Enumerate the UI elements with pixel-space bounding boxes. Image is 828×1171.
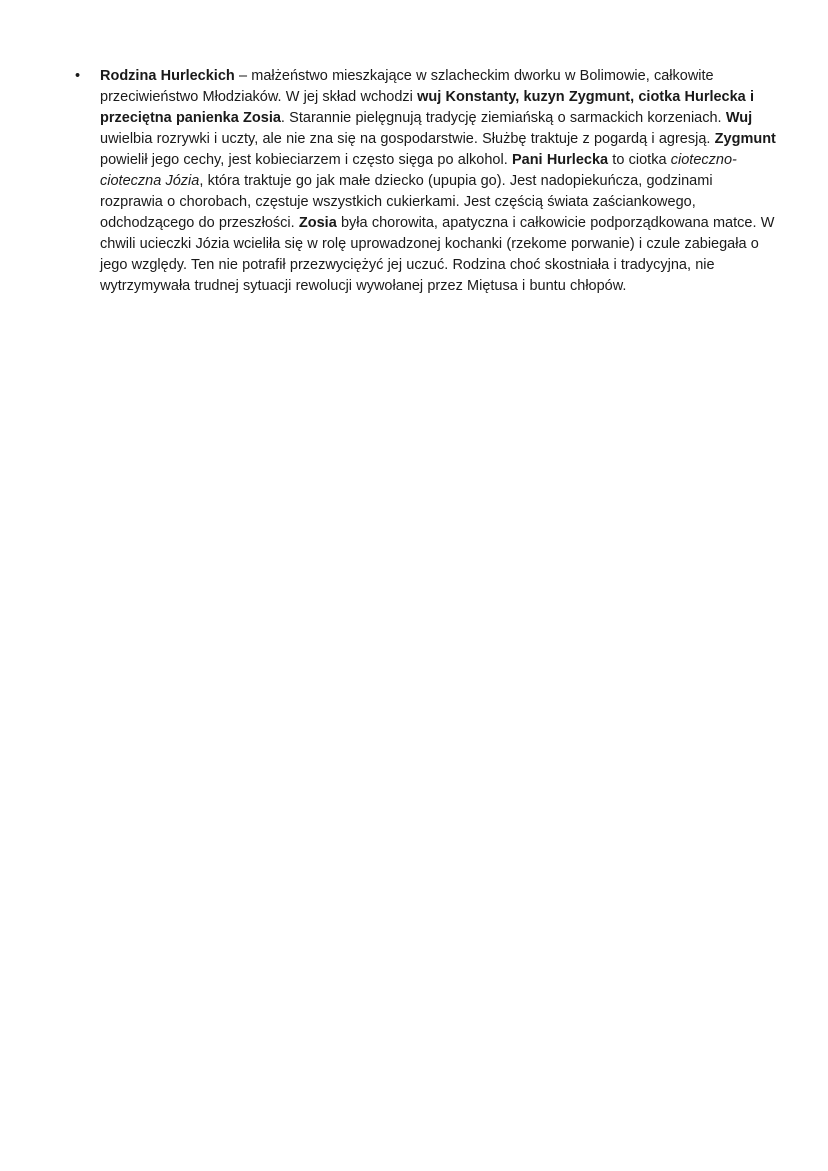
text-run-regular: – małżeństwo mieszkające w szlacheckim dworku w Bolimowie, całkowite przeciwieństwo Młodziaków. W jej skład wchodzi	[100, 68, 714, 105]
text-run-bold: Wuj	[725, 110, 753, 126]
text-run-bold: Pani Hurlecka	[511, 152, 609, 168]
text-run-regular: była chorowita, apatyczna i całkowicie podporządkowana matce. W chwili ucieczki Józia wcieliła się w rolę uprowadzonej kochanki (rzekome porwanie) i czule zabiegała o jego względy. Ten nie potrafił przezwyciężyć jej uczuć. Rodzina choć skostniała i tradycyjna, nie wytrzymywała trudnej sytuacji rewolucji wywołanej przez Miętusa i buntu chłopów.	[100, 215, 775, 294]
text-run-regular: to ciotka	[608, 152, 671, 168]
text-run-regular: powielił jego cechy, jest kobieciarzem i często sięga po alkohol.	[100, 152, 512, 168]
text-run-regular: uwielbia rozrywki i uczty, ale nie zna się na gospodarstwie. Służbę traktuje z pogardą i agresją.	[100, 131, 715, 147]
text-run-italic: cioteczno-cioteczna Józia	[100, 152, 737, 189]
text-run-regular: , która traktuje go jak małe dziecko (upupia go). Jest nadopiekuńcza, godzinami rozprawia o chorobach, częstuje wszystkich cukierkami. Jest częścią świata zaściankowego, odchodzącego do przeszłości.	[100, 173, 713, 231]
text-run-bold: Rodzina Hurleckich	[100, 68, 235, 84]
list-item	[75, 66, 828, 297]
text-run-bold: Zygmunt	[714, 131, 776, 147]
text-run-regular: . Starannie pielęgnują tradycję ziemiańską o sarmackich korzeniach.	[280, 110, 726, 126]
paragraph-text	[100, 66, 776, 297]
text-run-bold: Zosia	[298, 215, 337, 231]
text-run-bold: wuj Konstanty, kuzyn Zygmunt, ciotka Hurlecka i przeciętna panienka Zosia	[100, 89, 755, 126]
bullet-marker: •	[75, 68, 81, 84]
bullet-list	[0, 0, 828, 297]
